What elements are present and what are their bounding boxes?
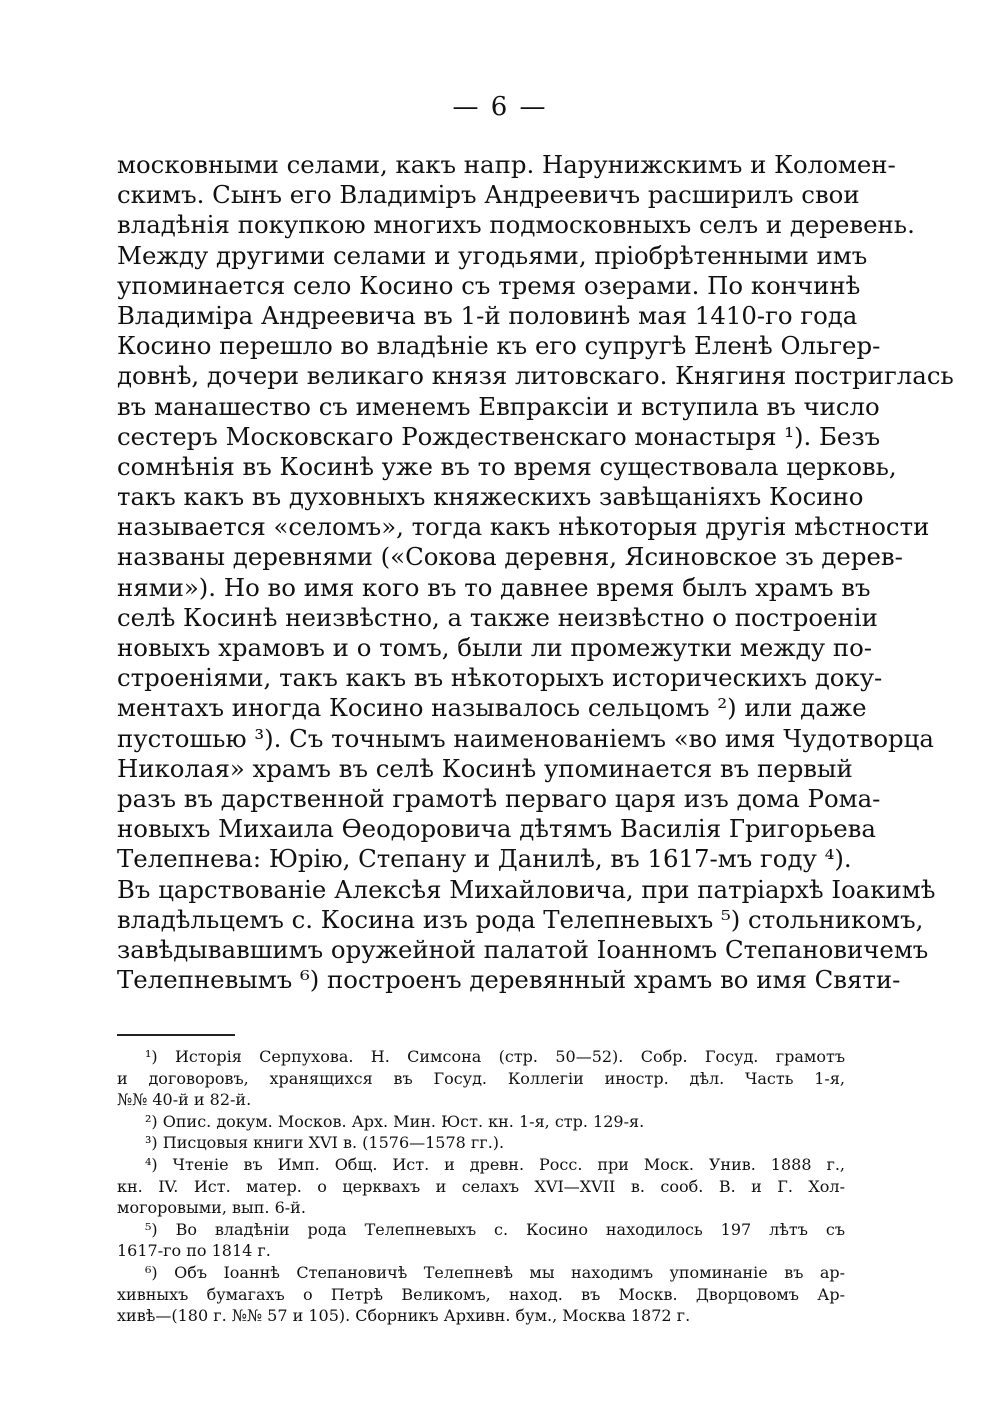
footnote-line: 1617-го по 1814 г. xyxy=(117,1241,271,1261)
text-line: упоминается село Косино съ тремя озерами. По кончинѣ xyxy=(117,270,861,300)
text-line: Владиміра Андреевича въ 1-й половинѣ мая 1410-го года xyxy=(117,300,858,330)
text-line: такъ какъ въ духовныхъ княжескихъ завѣщаніяхъ Косино xyxy=(117,482,864,512)
footnote-line: ²) Опис. докум. Москов. Арх. Мин. Юст. кн. 1-я, стр. 129-я. xyxy=(145,1111,645,1131)
text-line: Николая» храмъ въ селѣ Косинѣ упоминается въ первый xyxy=(117,753,853,783)
footnote-line: №№ 40-й и 82-й. xyxy=(117,1090,252,1110)
footnote-line: ⁴) Чтеніе въ Имп. Общ. Ист. и древн. Росс. при Моск. Унив. 1888 г., xyxy=(145,1154,845,1174)
footnote-line: и договоровъ, хранящихся въ Госуд. Коллегіи иностр. дѣл. Часть 1-я, xyxy=(117,1068,845,1088)
footnote-line: ¹) Исторія Серпухова. Н. Симсона (стр. 50—52). Собр. Госуд. грамотъ xyxy=(145,1047,845,1066)
text-line: нями»). Но во имя кого въ то давнее время былъ храмъ въ xyxy=(117,572,871,602)
text-line: сестеръ Московскаго Рождественскаго монастыря ¹). Безъ xyxy=(117,421,881,451)
text-line: Телепневымъ ⁶) построенъ деревянный храмъ во имя Святи- xyxy=(117,965,901,995)
footnote-line: ⁶) Объ Іоаннѣ Степановичѣ Телепневѣ мы находимъ упоминаніе въ ар- xyxy=(145,1262,845,1282)
footnotes xyxy=(117,1046,845,1327)
text-line: Между другими селами и угодьями, пріобрѣтенными имъ xyxy=(117,240,868,270)
text-line: селѣ Косинѣ неизвѣстно, а также неизвѣстно о построеніи xyxy=(117,602,878,632)
text-line: названы деревнями («Сокова деревня, Ясиновское зъ дерев- xyxy=(117,542,903,572)
text-line: московными селами, какъ напр. Нарунижскимъ и Коломен- xyxy=(117,150,896,179)
page-number: — 6 — xyxy=(452,92,548,122)
footnote-line: ³) Писцовыя книги XVI в. (1576—1578 гг.). xyxy=(145,1133,505,1153)
text-line: сомнѣнія въ Косинѣ уже въ то время существовала церковь, xyxy=(117,451,897,481)
text-line: Телепнева: Юрію, Степану и Данилѣ, въ 1617-мъ году ⁴). xyxy=(117,844,852,874)
text-line: завѣдывавшимъ оружейной палатой Іоанномъ Степановичемъ xyxy=(117,934,929,964)
text-line: строеніями, такъ какъ въ нѣкоторыхъ историческихъ доку- xyxy=(117,663,883,693)
text-line: новыхъ Михаила Өеодоровича дѣтямъ Василія Григорьева xyxy=(117,814,876,844)
footnote-line: хивныхъ бумагахъ о Петрѣ Великомъ, наход. въ Москв. Дворцовомъ Ар- xyxy=(117,1284,845,1304)
footnote-line: могоровыми, вып. 6-й. xyxy=(117,1198,306,1218)
footnote-line: кн. IV. Ист. матер. о церквахъ и селахъ XVI—XVII в. сооб. В. и Г. Хол- xyxy=(117,1176,845,1196)
footnote-line: ⁵) Во владѣніи рода Телепневыхъ с. Косино находилось 197 лѣтъ съ xyxy=(145,1219,845,1239)
text-line: владѣнія покупкою многихъ подмосковныхъ селъ и деревень. xyxy=(117,210,915,240)
text-line: скимъ. Сынъ его Владиміръ Андреевичъ расширилъ свои xyxy=(117,180,860,210)
text-line: владѣльцемъ с. Косина изъ рода Телепневыхъ ⁵) стольникомъ, xyxy=(117,904,924,934)
text-line: ментахъ иногда Косино называлось сельцомъ ²) или даже xyxy=(117,693,867,723)
text-line: Косино перешло во владѣніе къ его супругѣ Еленѣ Ольгер- xyxy=(117,331,881,361)
text-line: называется «селомъ», тогда какъ нѣкоторыя другія мѣстности xyxy=(117,512,930,542)
text-line: разъ въ дарственной грамотѣ перваго царя изъ дома Рома- xyxy=(117,783,881,813)
text-line: Въ царствованіе Алексѣя Михайловича, при патріархѣ Іоакимѣ xyxy=(117,874,936,904)
text-line: довнѣ, дочери великаго князя литовскаго. Княгиня постриглась xyxy=(117,361,954,391)
text-line: пустошью ³). Съ точнымъ наименованіемъ «во имя Чудотворца xyxy=(117,723,934,753)
text-line: въ манашество съ именемъ Евпраксіи и вступила въ число xyxy=(117,391,880,421)
footnote-separator xyxy=(117,1034,235,1036)
main-text xyxy=(117,150,954,995)
footnote-line: хивѣ—(180 г. №№ 57 и 105). Сборникъ Архивн. бум., Москва 1872 г. xyxy=(117,1306,691,1326)
text-line: новыхъ храмовъ и о томъ, были ли промежутки между по- xyxy=(117,633,873,662)
